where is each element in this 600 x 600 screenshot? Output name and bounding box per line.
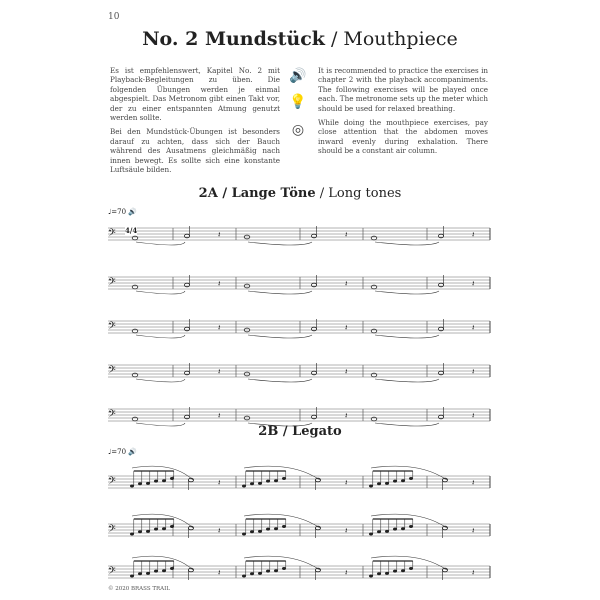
quarter-rest: 𝄽 (218, 526, 221, 535)
eighth-note (369, 533, 373, 536)
slur (371, 514, 447, 528)
whole-note (132, 373, 138, 377)
slur (244, 514, 320, 528)
quarter-rest: 𝄽 (472, 478, 475, 487)
eighth-note (409, 525, 413, 528)
bass-clef: 𝄢 (108, 320, 116, 334)
quarter-rest: 𝄽 (472, 279, 475, 288)
eighth-note (258, 482, 262, 485)
eighth-note (377, 572, 381, 575)
whole-note (371, 236, 377, 240)
tie (136, 291, 185, 294)
eighth-note (274, 527, 278, 530)
quarter-rest: 𝄽 (218, 323, 221, 332)
tie (136, 379, 185, 382)
eighth-note (154, 570, 158, 573)
whole-note (132, 329, 138, 333)
whole-note (371, 373, 377, 377)
eighth-note (393, 480, 397, 483)
eighth-note (401, 479, 405, 482)
tempo-text: ♩=70 (108, 208, 127, 216)
eighth-note (138, 572, 142, 575)
tie (248, 379, 312, 382)
half-note (438, 283, 443, 287)
half-note (184, 234, 189, 238)
half-note (311, 415, 316, 419)
eighth-note (138, 530, 142, 533)
eighth-note (369, 575, 373, 578)
eighth-note (282, 525, 286, 528)
eighth-note (242, 533, 246, 536)
whole-note (132, 417, 138, 421)
eighth-note (409, 477, 413, 480)
half-note (311, 234, 316, 238)
quarter-rest: 𝄽 (218, 279, 221, 288)
english-paragraph-1: It is recommended to practice the exercises in chapter 2 with the playback accompaniments. The following exercises will be played once each. The metronome sets up the meter which should be used for relaxed breathing. (318, 66, 488, 113)
slur (132, 556, 193, 570)
bass-clef: 𝄢 (108, 565, 116, 579)
tie (375, 291, 439, 294)
quarter-rest: 𝄽 (218, 230, 221, 239)
quarter-rest: 𝄽 (345, 367, 348, 376)
quarter-rest: 𝄽 (218, 478, 221, 487)
half-note (438, 234, 443, 238)
bass-clef: 𝄢 (108, 475, 116, 489)
tie (248, 335, 312, 338)
eighth-note (154, 480, 158, 483)
tie (248, 291, 312, 294)
german-paragraph-1: Es ist empfehlenswert, Kapitel No. 2 mit Playback-Begleitungen zu üben. Die folgenden Übungen werden je einmal abgespielt. Das Metronom gibt einen Takt vor, der zu einer entspannten Atmung genutzt werden sollte. (110, 66, 280, 123)
quarter-rest: 𝄽 (472, 367, 475, 376)
tie (136, 335, 185, 338)
eighth-note (393, 528, 397, 531)
german-paragraph-2: Bei den Mundstück-Übungen ist besonders darauf zu achten, dass sich der Bauch während des Ausatmens gleichmäßig nach innen bewegt. Es sollte sich eine konstante Luftsäule bilden. (110, 127, 280, 175)
slur (132, 514, 193, 528)
half-note (438, 371, 443, 375)
eighth-note (393, 570, 397, 573)
tie (375, 423, 439, 426)
eighth-note (409, 567, 413, 570)
half-note (311, 327, 316, 331)
eighth-note (170, 525, 174, 528)
quarter-rest: 𝄽 (472, 568, 475, 577)
slur (371, 556, 447, 570)
eighth-note (242, 485, 246, 488)
eighth-note (162, 527, 166, 530)
section-rest: / Long tones (315, 186, 402, 201)
tie (375, 379, 439, 382)
eighth-note (266, 528, 270, 531)
eighth-note (242, 575, 246, 578)
whole-note (371, 285, 377, 289)
half-note (184, 371, 189, 375)
slur (244, 466, 320, 480)
slur (244, 556, 320, 570)
tempo-text: ♩=70 (108, 448, 127, 456)
quarter-rest: 𝄽 (345, 279, 348, 288)
eighth-note (377, 530, 381, 533)
eighth-note (146, 530, 150, 533)
page-number: 10 (108, 12, 120, 22)
title-bold: No. 2 Mundstück (142, 28, 325, 50)
eighth-note (170, 567, 174, 570)
eighth-note (266, 570, 270, 573)
half-note (438, 415, 443, 419)
eighth-note (162, 569, 166, 572)
quarter-rest: 𝄽 (472, 411, 475, 420)
bass-clef: 𝄢 (108, 364, 116, 378)
bass-clef: 𝄢 (108, 523, 116, 537)
whole-note (371, 329, 377, 333)
eighth-note (258, 530, 262, 533)
quarter-rest: 𝄽 (472, 323, 475, 332)
target-icon: ◎ (291, 122, 305, 138)
whole-note (132, 236, 138, 240)
quarter-rest: 𝄽 (345, 411, 348, 420)
bass-clef: 𝄢 (108, 227, 116, 241)
quarter-rest: 𝄽 (345, 323, 348, 332)
eighth-note (130, 485, 134, 488)
copyright-footer: © 2020 BRASS TRAIL (108, 586, 170, 592)
eighth-note (377, 482, 381, 485)
eighth-note (154, 528, 158, 531)
lightbulb-icon: 💡 (289, 94, 307, 110)
tie (248, 242, 312, 245)
eighth-note (258, 572, 262, 575)
quarter-rest: 𝄽 (345, 568, 348, 577)
quarter-rest: 𝄽 (472, 526, 475, 535)
tie (248, 423, 312, 426)
eighth-note (130, 575, 134, 578)
eighth-note (401, 527, 405, 530)
quarter-rest: 𝄽 (218, 367, 221, 376)
whole-note (371, 417, 377, 421)
eighth-note (250, 572, 254, 575)
eighth-note (162, 479, 166, 482)
eighth-note (385, 530, 389, 533)
quarter-rest: 𝄽 (345, 478, 348, 487)
quarter-rest: 𝄽 (218, 568, 221, 577)
eighth-note (250, 482, 254, 485)
eighth-note (369, 485, 373, 488)
slur (132, 466, 193, 480)
tie (136, 423, 185, 426)
quarter-rest: 𝄽 (472, 230, 475, 239)
quarter-rest: 𝄽 (218, 411, 221, 420)
half-note (184, 283, 189, 287)
quarter-rest: 𝄽 (345, 230, 348, 239)
tie (375, 335, 439, 338)
eighth-note (146, 482, 150, 485)
eighth-note (274, 479, 278, 482)
title-rest: / Mouthpiece (324, 28, 458, 50)
tie (136, 242, 185, 245)
eighth-note (138, 482, 142, 485)
section-bold: 2B / Legato (258, 424, 342, 439)
half-note (184, 415, 189, 419)
eighth-note (170, 477, 174, 480)
english-paragraph-2: While doing the mouthpiece exercises, pay close attention that the abdomen moves inward evenly during exhalation. There should be a constant air column. (318, 118, 488, 156)
eighth-note (385, 572, 389, 575)
eighth-note (274, 569, 278, 572)
slur (371, 466, 447, 480)
half-note (311, 283, 316, 287)
half-note (311, 371, 316, 375)
eighth-note (282, 567, 286, 570)
bass-clef: 𝄢 (108, 276, 116, 290)
time-signature: 4/4 (125, 226, 138, 235)
eighth-note (250, 530, 254, 533)
quarter-rest: 𝄽 (345, 526, 348, 535)
eighth-note (130, 533, 134, 536)
half-note (438, 327, 443, 331)
whole-note (132, 285, 138, 289)
eighth-note (385, 482, 389, 485)
section-bold: 2A / Lange Töne (198, 186, 316, 201)
speaker-icon: 🔊 (289, 68, 307, 84)
half-note (184, 327, 189, 331)
tie (375, 242, 439, 245)
eighth-note (146, 572, 150, 575)
eighth-note (266, 480, 270, 483)
speaker-icon: 🔊 (128, 208, 138, 216)
eighth-note (401, 569, 405, 572)
eighth-note (282, 477, 286, 480)
speaker-icon: 🔊 (128, 448, 138, 456)
bass-clef: 𝄢 (108, 408, 116, 422)
